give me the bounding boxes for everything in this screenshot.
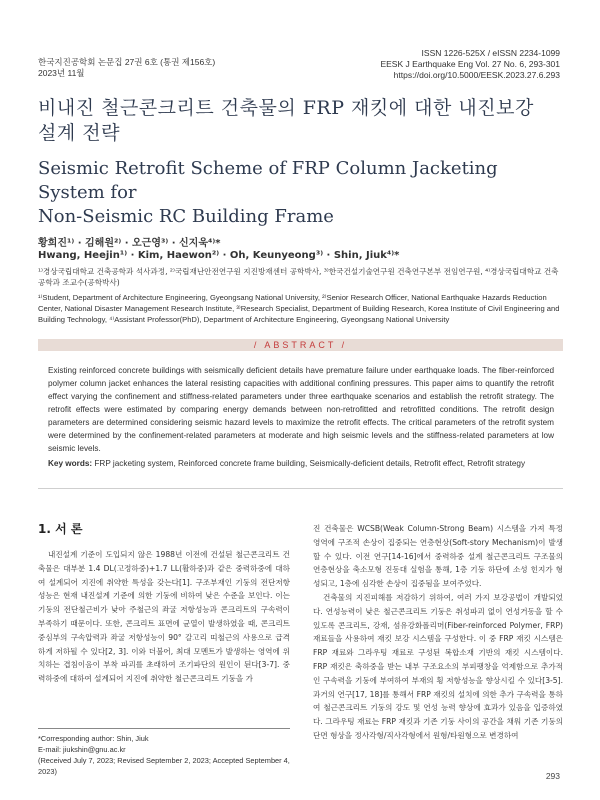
footnote	[38, 733, 290, 777]
keywords	[48, 458, 554, 470]
keywords-text: FRP jacketing system, Reinforced concrete frame building, Seismically-deficient details, Retrofit effect, Retrofit strategy	[94, 459, 526, 468]
abstract-banner	[38, 339, 563, 351]
journal-header-right	[380, 48, 560, 81]
authors-english: Hwang, Heejin¹⁾ · Kim, Haewon²⁾ · Oh, Keunyeong³⁾ · Shin, Jiuk⁴⁾*	[38, 250, 400, 261]
corresponding-author: *Corresponding author: Shin, Jiuk	[38, 734, 149, 743]
journal-header-left	[38, 57, 215, 79]
footnote-divider	[38, 728, 290, 729]
authors-korean: 황희진¹⁾ · 김해원²⁾ · 오근영³⁾ · 신지욱⁴⁾*	[38, 238, 221, 249]
body-column-left	[38, 548, 290, 686]
affiliations-korean: ¹⁾경상국립대학교 건축공학과 석사과정, ²⁾국립재난안전연구원 지진방재센터 공학박사, ³⁾한국건설기술연구원 건축연구본부 전임연구원, ⁴⁾경상국립대학교 건축공학과 조교수(공학박사)	[38, 267, 559, 287]
author-email[interactable]: E-mail: jiukshin@gnu.ac.kr	[38, 745, 126, 754]
body-column-right	[313, 522, 563, 743]
journal-date-ko: 2023년 11월	[38, 68, 85, 78]
title-english-line1: Seismic Retrofit Scheme of FRP Column Jacketing System for	[38, 158, 498, 203]
title-korean-line2: 설계 전략	[38, 122, 120, 144]
keywords-label: Key words:	[48, 459, 93, 468]
title-english	[38, 157, 563, 229]
abstract-label: / ABSTRACT /	[253, 340, 348, 350]
journal-citation: EESK J Earthquake Eng Vol. 27 No. 6, 293-301	[380, 59, 560, 69]
divider	[38, 488, 563, 489]
journal-name-ko: 한국지진공학회 논문집 27권 6호 (통권 제156호)	[38, 57, 216, 67]
affiliations-english: ¹⁾Student, Department of Architecture Engineering, Gyeongsang National University, ²⁾Senior Research Officer, National Earthquake Hazards Reduction Center, National Disaster Management Research Institute, ³⁾Research Specialist, Department of Building Research, Korea Institute of Civil Engineering and Building Technology, ⁴⁾Assistant Professor(PhD), Department of Architecture Engineering, Gyeongsang National University	[38, 293, 560, 324]
received-dates: (Received July 7, 2023; Revised September 2, 2023; Accepted September 4, 2023)	[38, 756, 290, 776]
doi-link[interactable]: https://doi.org/10.5000/EESK.2023.27.6.293	[393, 70, 560, 80]
issn: ISSN 1226-525X / eISSN 2234-1099	[421, 48, 560, 58]
paragraph: 건축물의 지진피해를 저감하기 위하여, 여러 가지 보강공법이 개발되었다. 연성능력이 낮은 철근콘크리트 기둥은 취성파괴 없이 연성거동을 할 수 있도록 콘크리트, 강재, 섬유강화폴리머(Fiber-reinforced Polymer, FRP) 재료들을 사용하여 재킷 보강 시스템을 구성한다. 이 중 FRP 재킷 시스템은 FRP 재료와 그라우팅 재료로 구성된 복합소재 기반의 재킷 시스템이다. FRP 재킷은 축하중을 받는 내부 구조요소의 부피팽창을 억제함으로 추가적인 구속력을 기둥에 부여하여 부재의 횡 저항성능을 향상시킬 수 있다[3-5]. 과거의 연구[17, 18]를 통해서 FRP 재킷의 설치에 의한 추가 구속력을 통하여 철근콘크리트 기둥의 강도 및 연성 능력 향상에 효과가 있음을 입증하였다. 그라우팅 재료는 FRP 재킷과 기존 기둥 사이의 공간을 채워 기존 기둥의 단면 형상을 정사각형/직사각형에서 원형/타원형으로 변경하여	[313, 592, 563, 740]
page-number: 293	[545, 771, 560, 781]
paragraph: 진 건축물은 WCSB(Weak Column-Strong Beam) 시스템을 가져 특정 영역에 구조적 손상이 집중되는 연층현상(Soft-story Mechanism)이 발생할 수 있다. 이전 연구[14-16]에서 중력하중 설계 철근콘크리트 구조물의 연층현상을 축소모형 진동대 실험을 통해, 1층 기둥 하단에 소성 힌지가 형성되고, 1층에 심각한 손상이 집중됨을 보여주었다.	[313, 524, 563, 589]
title-korean	[38, 96, 563, 146]
section-title: 1. 서 론	[38, 522, 83, 536]
abstract-text: Existing reinforced concrete buildings with seismically deficient details have premature failure under earthquake loads. The fiber-reinforced polymer column jacket enhances the lateral resisting capacities with additional confining pressures. This paper aims to quantify the retrofit effect varying the confinement and stiffness-related parameters under three earthquake scenarios and establish the retrofit strategy. The retrofit effects were estimated by comparing energy demands between non-retrofitted and retrofitted conditions. The retrofit design parameters are determined considering seismic hazard levels to maximize the retrofit effects. The critical parameters of the retrofit system were determined by the confinement-related parameters at moderate and high seismic levels and the stiffness-related parameters at low seismic levels.	[48, 366, 554, 453]
paragraph: 내진설계 기준이 도입되지 않은 1988년 이전에 건설된 철근콘크리트 건축물은 대부분 1.4 DL(고정하중)+1.7 LL(활하중)과 같은 중력하중에 대하여 설계되어 지진에 취약한 특성을 갖는다[1]. 구조부재인 기둥의 전단저항성능은 현재 내진설계 기준에 의한 기둥에 비하여 낮은 수준을 보인다. 이는 기둥의 전단철근비가 낮아 주철근의 좌굴 저항성능과 콘크리트의 구속력이 부족하기 때문이다. 또한, 콘크리트 표면에 균열이 발생하였을 때, 콘크리트 중심부의 구속압력과 좌굴 저항성능이 90° 갈고리 띠철근의 사용으로 급격하게 저하될 수 있다[2, 3]. 이와 더불어, 최대 모멘트가 발생하는 영역에 위치하는 겹침이음이 부착 파괴를 초래하여 조기파단의 원인이 된다[3-7]. 중력하중에 대하여 설계되어 지진에 취약한 철근콘크리트 기둥을 가	[38, 550, 290, 684]
title-korean-line1: 비내진 철근콘크리트 건축물의 FRP 재킷에 대한 내진보강	[38, 97, 534, 119]
title-english-line2: Non-Seismic RC Building Frame	[38, 206, 334, 227]
